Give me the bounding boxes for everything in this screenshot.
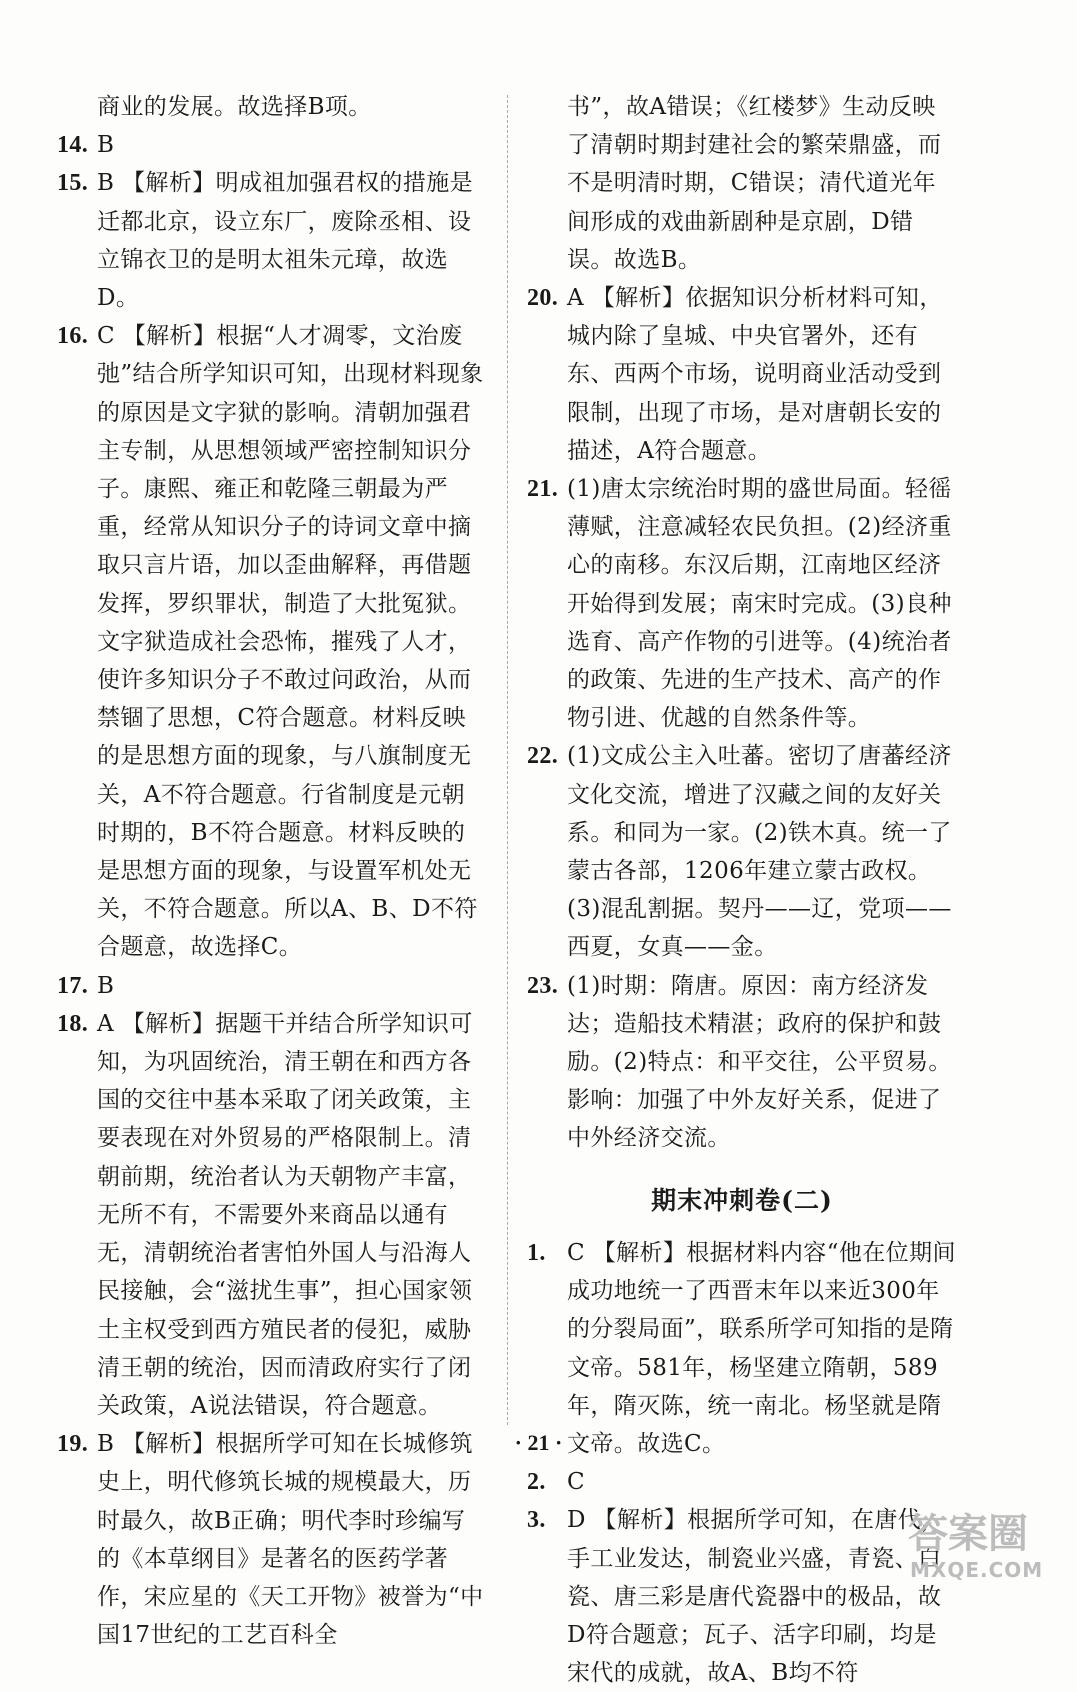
item-text: C 【解析】根据材料内容“他在位期间成功地统一了西晋末年以来近300年的分裂局面”，联系所学可知指的是隋文帝。581年，杨坚建立隋朝，589年，隋灭陈，统一南北。杨坚就是隋文帝。故选C。 bbox=[567, 1239, 956, 1457]
item-number: 22. bbox=[527, 743, 559, 770]
item-number: 19. bbox=[57, 1431, 89, 1458]
item-text: (1)时期：隋唐。原因：南方经济发达；造船技术精湛；政府的保护和鼓励。(2)特点：和平交往，公平贸易。影响：加强了中外友好关系，促进了中外经济交流。 bbox=[567, 972, 952, 1152]
item-text: D 【解析】根据所学可知，在唐代，手工业发达，制瓷业兴盛，青瓷、白瓷、唐三彩是唐代瓷器中的极品，故D符合题意；瓦子、活字印刷，均是宋代的成就，故A、B均不符 bbox=[567, 1507, 945, 1687]
answer-item-3 bbox=[527, 1501, 957, 1692]
answer-item-23 bbox=[527, 967, 957, 1158]
item-text: A 【解析】据题干并结合所学知识可知，为巩固统治，清王朝在和西方各国的交往中基本采取了闭关政策，主要表现在对外贸易的严格限制上。清朝前期，统治者认为天朝物产丰富，无所不有，不需要外来商品以通有无，清朝统治者害怕外国人与沿海人民接触，会“滋扰生事”，担心国家领土主权受到西方殖民者的侵犯，威胁清王朝的统治，因而清政府实行了闭关政策，A说法错误，符合题意。 bbox=[97, 1010, 473, 1419]
answer-item-21 bbox=[527, 470, 957, 737]
item-number: 23. bbox=[527, 972, 559, 999]
item-text: B bbox=[97, 972, 115, 999]
answer-item-15 bbox=[57, 164, 487, 317]
answer-item-17 bbox=[57, 967, 487, 1005]
watermark-en: MXQE.COM bbox=[910, 1558, 1044, 1582]
watermark-cn: 答案圈 bbox=[908, 1511, 1028, 1557]
item-number: 21. bbox=[527, 476, 559, 503]
answer-item-19 bbox=[57, 1425, 487, 1654]
item-text: B 【解析】明成祖加强君权的措施是迁都北京，设立东厂，废除丞相、设立锦衣卫的是明太祖朱元璋，故选D。 bbox=[97, 170, 474, 312]
item-text: (1)文成公主入吐蕃。密切了唐蕃经济文化交流，增进了汉藏之间的友好关系。和同为一家。(2)铁木真。统一了蒙古各部，1206年建立蒙古政权。(3)混乱割据。契丹——辽，党项——西夏，女真——金。 bbox=[567, 743, 952, 961]
item-number: 2. bbox=[527, 1469, 546, 1496]
answer-item-1 bbox=[527, 1234, 957, 1463]
item-number: 17. bbox=[57, 972, 89, 999]
item-text: C 【解析】根据“人才凋零，文治废弛”结合所学知识可知，出现材料现象的原因是文字狱的影响。清朝加强君主专制，从思想领域严密控制知识分子。康熙、雍正和乾隆三朝最为严重，经常从知识分子的诗词文章中摘取只言片语，加以歪曲解释，再借题发挥，罗织罪状，制造了大批冤狱。文字狱造成社会恐怖，摧残了人才，使许多知识分子不敢过问政治，从而禁锢了思想，C符合题意。材料反映的是思想方面的现象，与八旗制度无关，A不符合题意。行省制度是元朝时期的，B不符合题意。材料反映的是思想方面的现象，与设置军机处无关，不符合题意。所以A、B、D不符合题意，故选择C。 bbox=[97, 323, 484, 961]
item-number: 16. bbox=[57, 323, 89, 350]
item-text: B 【解析】根据所学可知在长城修筑史上，明代修筑长城的规模最大，历时最久，故B正确；明代李时珍编写的《本草纲目》是著名的医药学著作，宋应星的《天工开物》被誉为“中国17世纪的工艺百科全 bbox=[97, 1431, 484, 1649]
item-number: 1. bbox=[527, 1239, 546, 1266]
item-number: 20. bbox=[527, 285, 559, 312]
continued-text: 书”，故A错误；《红楼梦》生动反映了清朝时期封建社会的繁荣鼎盛，而不是明清时期，C错误；清代道光年间形成的戏曲新剧种是京剧，D错误。故选B。 bbox=[567, 94, 942, 273]
item-number: 14. bbox=[57, 132, 89, 159]
answer-item-20 bbox=[527, 279, 957, 470]
item-number: 15. bbox=[57, 170, 89, 197]
item-text: C bbox=[567, 1469, 585, 1496]
answer-item-16 bbox=[57, 317, 487, 966]
item-number: 3. bbox=[527, 1507, 546, 1534]
column-divider bbox=[507, 95, 508, 1425]
answer-item-18 bbox=[57, 1005, 487, 1425]
item-text: B bbox=[97, 132, 115, 159]
item-text: (1)唐太宗统治时期的盛世局面。轻徭薄赋，注意减轻农民负担。(2)经济重心的南移。东汉后期，江南地区经济开始得到发展；南宋时完成。(3)良种选育、高产作物的引进等。(4)统治者的政策、先进的生产技术、高产的作物引进、优越的自然条件等。 bbox=[567, 476, 952, 732]
answer-item-22 bbox=[527, 737, 957, 966]
left-column bbox=[57, 88, 487, 1654]
section-title: 期末冲刺卷(二) bbox=[651, 1185, 833, 1215]
watermark-logo bbox=[900, 1505, 1050, 1585]
item-number: 18. bbox=[57, 1010, 89, 1037]
answer-item-14 bbox=[57, 126, 487, 164]
page-number: · 21 · bbox=[514, 1430, 563, 1455]
answer-item-2 bbox=[527, 1463, 957, 1501]
continued-text: 商业的发展。故选择B项。 bbox=[97, 94, 372, 120]
item-text: A 【解析】依据知识分析材料可知，城内除了皇城、中央官署外，还有东、西两个市场，说明商业活动受到限制，出现了市场，是对唐朝长安的描述，A符合题意。 bbox=[567, 285, 943, 464]
